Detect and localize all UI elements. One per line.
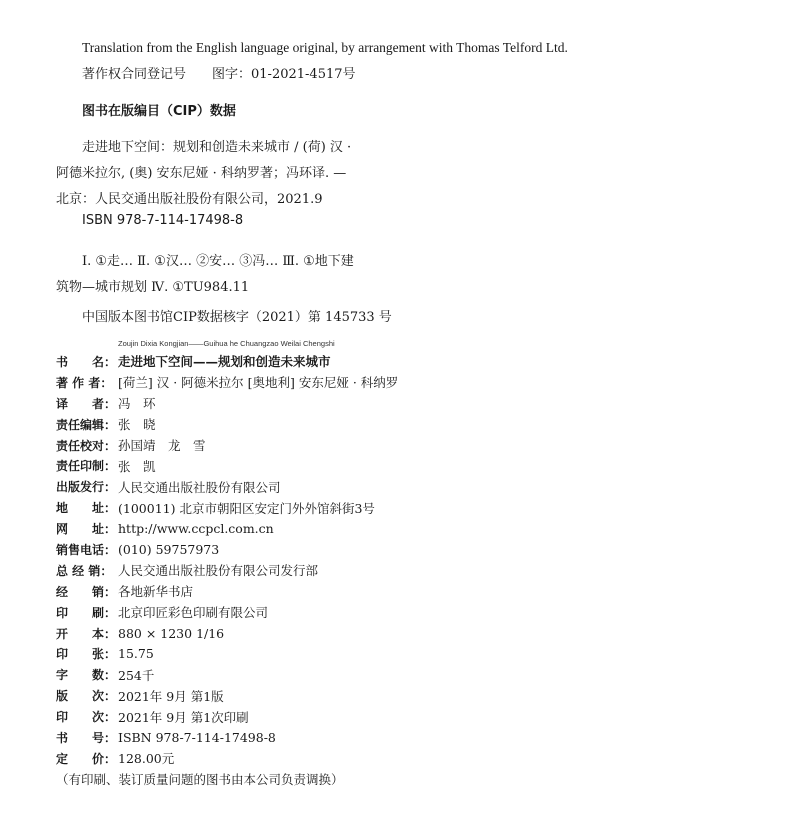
info-value: (100011) 北京市朝阳区安定门外外馆斜街3号 bbox=[118, 500, 375, 516]
cip-verification: 中国版本图书馆CIP数据核字（2021）第 145733 号 bbox=[82, 310, 392, 325]
info-label: 印 次： bbox=[56, 710, 117, 725]
info-value: 张 晓 bbox=[118, 417, 156, 433]
info-row-title bbox=[56, 351, 776, 372]
info-label: 出版发行： bbox=[56, 480, 117, 495]
info-value: 孙国靖 龙 雪 bbox=[118, 438, 206, 453]
info-row-website bbox=[56, 518, 776, 539]
info-label: 定 价： bbox=[56, 751, 117, 766]
info-value: 冯 环 bbox=[118, 396, 156, 412]
info-row-sales-phone bbox=[56, 539, 776, 560]
info-value: 走进地下空间——规划和创造未来城市 bbox=[118, 354, 331, 370]
cip-line-isbn: ISBN 978-7-114-17498-8 bbox=[82, 213, 244, 228]
info-row-edition bbox=[56, 685, 776, 706]
cip-line-title: 走进地下空间：规划和创造未来城市 / (荷) 汉 · bbox=[82, 140, 352, 155]
cip-heading: 图书在版编目（CIP）数据 bbox=[82, 104, 236, 119]
info-row-publisher bbox=[56, 476, 776, 497]
info-value: 128.00元 bbox=[118, 751, 175, 767]
info-row-general-distributor bbox=[56, 560, 776, 581]
info-row-sheets bbox=[56, 643, 776, 664]
info-value: 2021年 9月 第1次印刷 bbox=[118, 709, 249, 725]
info-row-authors bbox=[56, 372, 776, 393]
info-row-format bbox=[56, 623, 776, 644]
book-info-table bbox=[56, 351, 776, 769]
info-value: (010) 59757973 bbox=[118, 541, 220, 557]
info-label: 著 作 者： bbox=[56, 375, 113, 390]
cip-line-publisher: 北京：人民交通出版社股份有限公司，2021.9 bbox=[56, 192, 323, 207]
info-value: 人民交通出版社股份有限公司 bbox=[118, 479, 281, 495]
info-row-printing bbox=[56, 706, 776, 727]
info-row-isbn bbox=[56, 727, 776, 748]
info-label: 网 址： bbox=[56, 522, 117, 537]
info-label: 字 数： bbox=[56, 668, 117, 683]
info-label: 书 号： bbox=[56, 730, 117, 745]
info-value: [荷兰] 汉 · 阿德米拉尔 [奥地利] 安东尼娅 · 科纳罗 bbox=[118, 375, 399, 391]
copyright-registration bbox=[82, 63, 356, 82]
english-subtitle: Zoujin Dixia Kongjian——Guihua he Chuangzao Weilai Chengshi bbox=[118, 339, 335, 348]
info-value: 各地新华书店 bbox=[118, 584, 194, 600]
info-row-printer bbox=[56, 602, 776, 623]
info-label: 译 者： bbox=[56, 396, 117, 411]
info-value: 人民交通出版社股份有限公司发行部 bbox=[118, 563, 319, 579]
cip-line-authors: 阿德米拉尔, (奥) 安东尼娅 · 科纳罗著；冯环译. — bbox=[56, 166, 347, 181]
info-label: 总 经 销： bbox=[56, 563, 113, 578]
info-value: 北京印匠彩色印刷有限公司 bbox=[118, 605, 269, 621]
info-label: 地 址： bbox=[56, 501, 117, 516]
info-label: 责任校对： bbox=[56, 438, 117, 453]
info-label: 责任编辑： bbox=[56, 417, 117, 432]
info-row-price bbox=[56, 748, 776, 769]
info-value: 254千 bbox=[118, 667, 155, 683]
info-value: 15.75 bbox=[118, 646, 154, 662]
info-row-print-supervisor bbox=[56, 455, 776, 476]
info-label: 书 名： bbox=[56, 354, 117, 369]
info-label: 版 次： bbox=[56, 689, 117, 704]
registration-label: 著作权合同登记号 bbox=[82, 67, 187, 82]
info-value: 880 × 1230 1/16 bbox=[118, 625, 225, 641]
translation-note: Translation from the English language original, by arrangement with Thomas Telford Ltd. bbox=[82, 40, 568, 55]
registration-number: 图字：01-2021-4517号 bbox=[212, 67, 356, 82]
info-label: 销售电话： bbox=[56, 542, 117, 557]
info-label: 印 刷： bbox=[56, 605, 117, 620]
info-value: 张 凯 bbox=[118, 458, 156, 474]
info-label: 经 销： bbox=[56, 584, 117, 599]
info-label: 开 本： bbox=[56, 626, 117, 641]
cip-line-subjects: Ⅰ. ①走… Ⅱ. ①汉… ②安… ③冯… Ⅲ. ①地下建 bbox=[82, 254, 354, 269]
info-row-proofreader bbox=[56, 435, 776, 456]
quality-notice: （有印刷、装订质量问题的图书由本公司负责调换） bbox=[56, 772, 344, 787]
info-row-word-count bbox=[56, 664, 776, 685]
info-label: 印 张： bbox=[56, 647, 117, 662]
info-row-translator bbox=[56, 393, 776, 414]
info-row-editor bbox=[56, 414, 776, 435]
info-row-distributor bbox=[56, 581, 776, 602]
info-row-address bbox=[56, 497, 776, 518]
info-value: ISBN 978-7-114-17498-8 bbox=[118, 729, 276, 745]
info-label: 责任印制： bbox=[56, 459, 117, 474]
cip-line-classification: 筑物—城市规划 Ⅳ. ①TU984.11 bbox=[56, 280, 250, 295]
info-value: http://www.ccpcl.com.cn bbox=[118, 521, 274, 537]
info-value: 2021年 9月 第1版 bbox=[118, 688, 224, 704]
